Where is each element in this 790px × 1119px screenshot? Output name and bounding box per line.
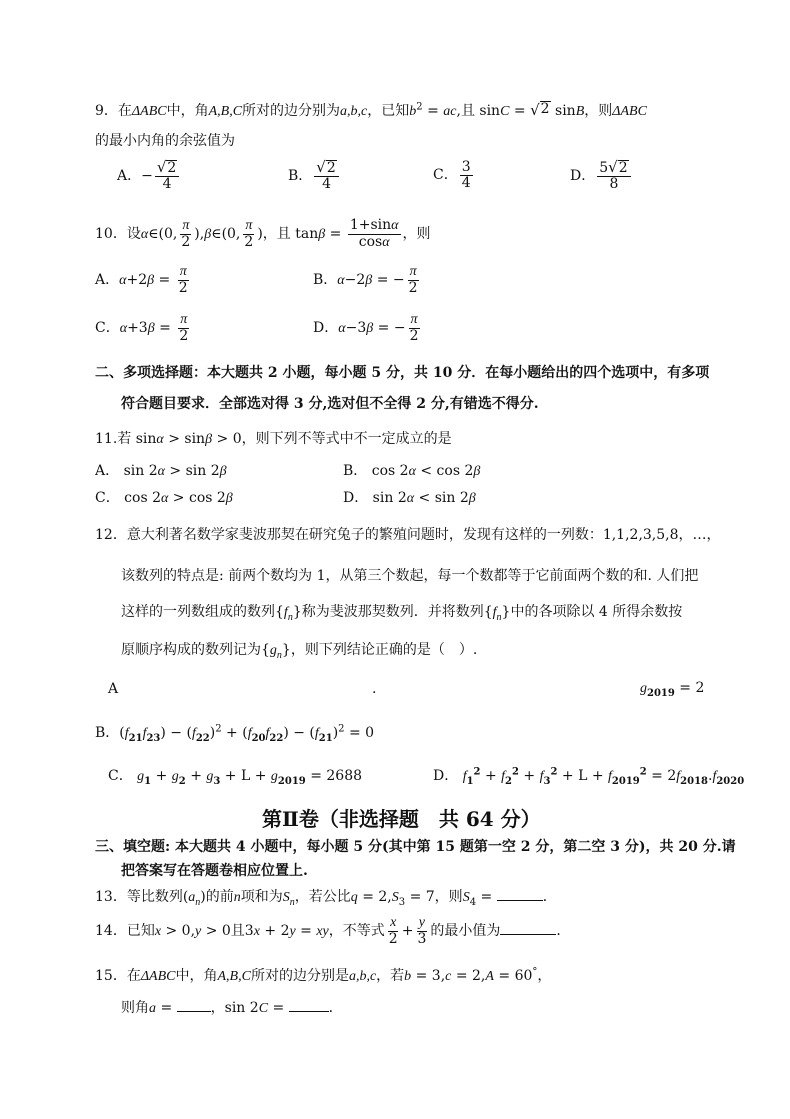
q9-option-a[interactable]: A．− √ 2 4	[117, 160, 181, 192]
q13-answer-blank[interactable]	[497, 887, 543, 901]
q10-option-b[interactable]: B．α−2β = − $\frac{\pi}{2}$	[313, 264, 418, 296]
q14-answer-blank[interactable]	[500, 921, 556, 935]
q11-option-c[interactable]: C． cos 2α > cos 2β	[95, 490, 233, 506]
q11-stem: 11.若 sinα > sinβ > 0，则下列不等式中不一定成立的是	[95, 431, 452, 447]
part2-title: 第Ⅱ卷（非选择题 共 64 分）	[262, 807, 541, 831]
q12-stem-line1: 12．意大利著名数学家斐波那契在研究兔子的繁殖问题时，发现有这样的一列数：1,1,2,3,5,8，…，	[95, 527, 721, 543]
q9-option-c[interactable]: C． $\frac{3}{4}$	[433, 159, 471, 191]
section3-header-line1: 三、填空题: 本大题共 4 小题中，每小题 5 分(其中第 15 题第一空 2 分，第二空 3 分)，共 20 分.请	[95, 839, 736, 855]
q10-number: 10．	[95, 226, 127, 243]
q12-option-a-formula[interactable]: $g_{2019} = 2$	[640, 680, 705, 699]
q9-option-d[interactable]: D． 5 √ 2 8	[570, 160, 633, 192]
q10-option-a[interactable]: A．α+2β = $\frac{\pi}{2}$	[95, 264, 188, 296]
q14-number: 14．	[95, 923, 127, 940]
q11-option-d[interactable]: D． sin 2α < sin 2β	[343, 490, 476, 506]
q12-option-c[interactable]: C． $g_1 + g_2 + g_3 + L + g_{2019} = 2688$	[108, 768, 363, 787]
q14-stem: 14．已知x > 0,y > 0且3x + 2y = xy，不等式 $\frac{x}{2}$ + $\frac{y}{3}$ 的最小值为 ．	[95, 915, 571, 947]
q11-number: 11.	[95, 431, 118, 447]
q15-stem-line1: 15．在ΔABC中，角A,B,C所对的边分别是a,b,c，若b = 3,c = 2,A = 60°，	[95, 966, 552, 984]
q10-option-d[interactable]: D．α−3β = − $\frac{\pi}{2}$	[313, 312, 419, 344]
q11-option-a[interactable]: A． sin 2α > sin 2β	[95, 463, 227, 479]
section2-header-line2: 符合题目要求．全部选对得 3 分,选对但不全得 2 分,有错选不得分.	[121, 396, 539, 412]
q11-option-b[interactable]: B． cos 2α < cos 2β	[343, 463, 481, 479]
section3-header-line2: 把答案写在答题卷相应位置上.	[121, 863, 308, 879]
q9-stem-line2: 的最小内角的余弦值为	[95, 133, 235, 149]
q9-option-b[interactable]: B． √ 2 4	[288, 160, 341, 192]
q15-number: 15．	[95, 968, 127, 984]
q12-stem-line4: 原顺序构成的数列记为$\{g_n\}$，则下列结论正确的是（ ）.	[121, 642, 478, 661]
q9-number: 9．	[95, 103, 118, 119]
q13-stem: 13．等比数列$(a_n)$的前n项和为$S_n$，若公比$q = 2,S_3 = 7$，则$S_4$ = ．	[95, 889, 557, 908]
q12-option-d[interactable]: D． $f_1^2 + f_2^2 + f_3^2 + L + f_{2019}^2 = 2f_{2018}.f_{2020}$	[433, 766, 745, 787]
q12-number: 12．	[95, 527, 127, 543]
q10-option-c[interactable]: C．α+3β = $\frac{\pi}{2}$	[95, 312, 189, 344]
q13-number: 13．	[95, 889, 127, 905]
section2-header-line1: 二、多项选择题：本大题共 2 小题，每小题 5 分，共 10 分．在每小题给出的四个选项中，有多项	[95, 365, 710, 381]
q12-option-a-dot: .	[372, 681, 377, 697]
q12-stem-line2: 该数列的特点是: 前两个数均为 1，从第三个数起，每一个数都等于它前面两个数的和. 人们把	[121, 568, 699, 584]
q12-stem-line3: 这样的一列数组成的数列$\{f_n\}$称为斐波那契数列．并将数列$\{f_n\}$中的各项除以 4 所得余数按	[121, 604, 683, 623]
q10-stem: 10．设α∈(0, $\frac{\pi}{2}$ ),β∈(0, $\frac{\pi}{2}$ )，且 tanβ = $\frac{1+\sin\alpha}{\cos\alpha}$ ，则	[95, 217, 431, 250]
q15-answer-blank-sin2c[interactable]	[289, 998, 329, 1012]
q12-option-a-label[interactable]: A	[108, 681, 119, 697]
q15-stem-line2: 则角a = ，sin 2C = ．	[121, 1000, 343, 1016]
q9-stem-line1: 9．在ΔABC中，角A,B,C所对的边分别为a,b,c，已知$b^2$ = ac,且 sinC = √ 2 sinB，则ΔABC	[95, 101, 647, 119]
q15-answer-blank-a[interactable]	[177, 998, 211, 1012]
q12-option-b[interactable]: B．$(f_{21}f_{23}) - (f_{22})^2 + (f_{20}f_{22}) - (f_{21})^2 = 0$	[95, 723, 375, 744]
